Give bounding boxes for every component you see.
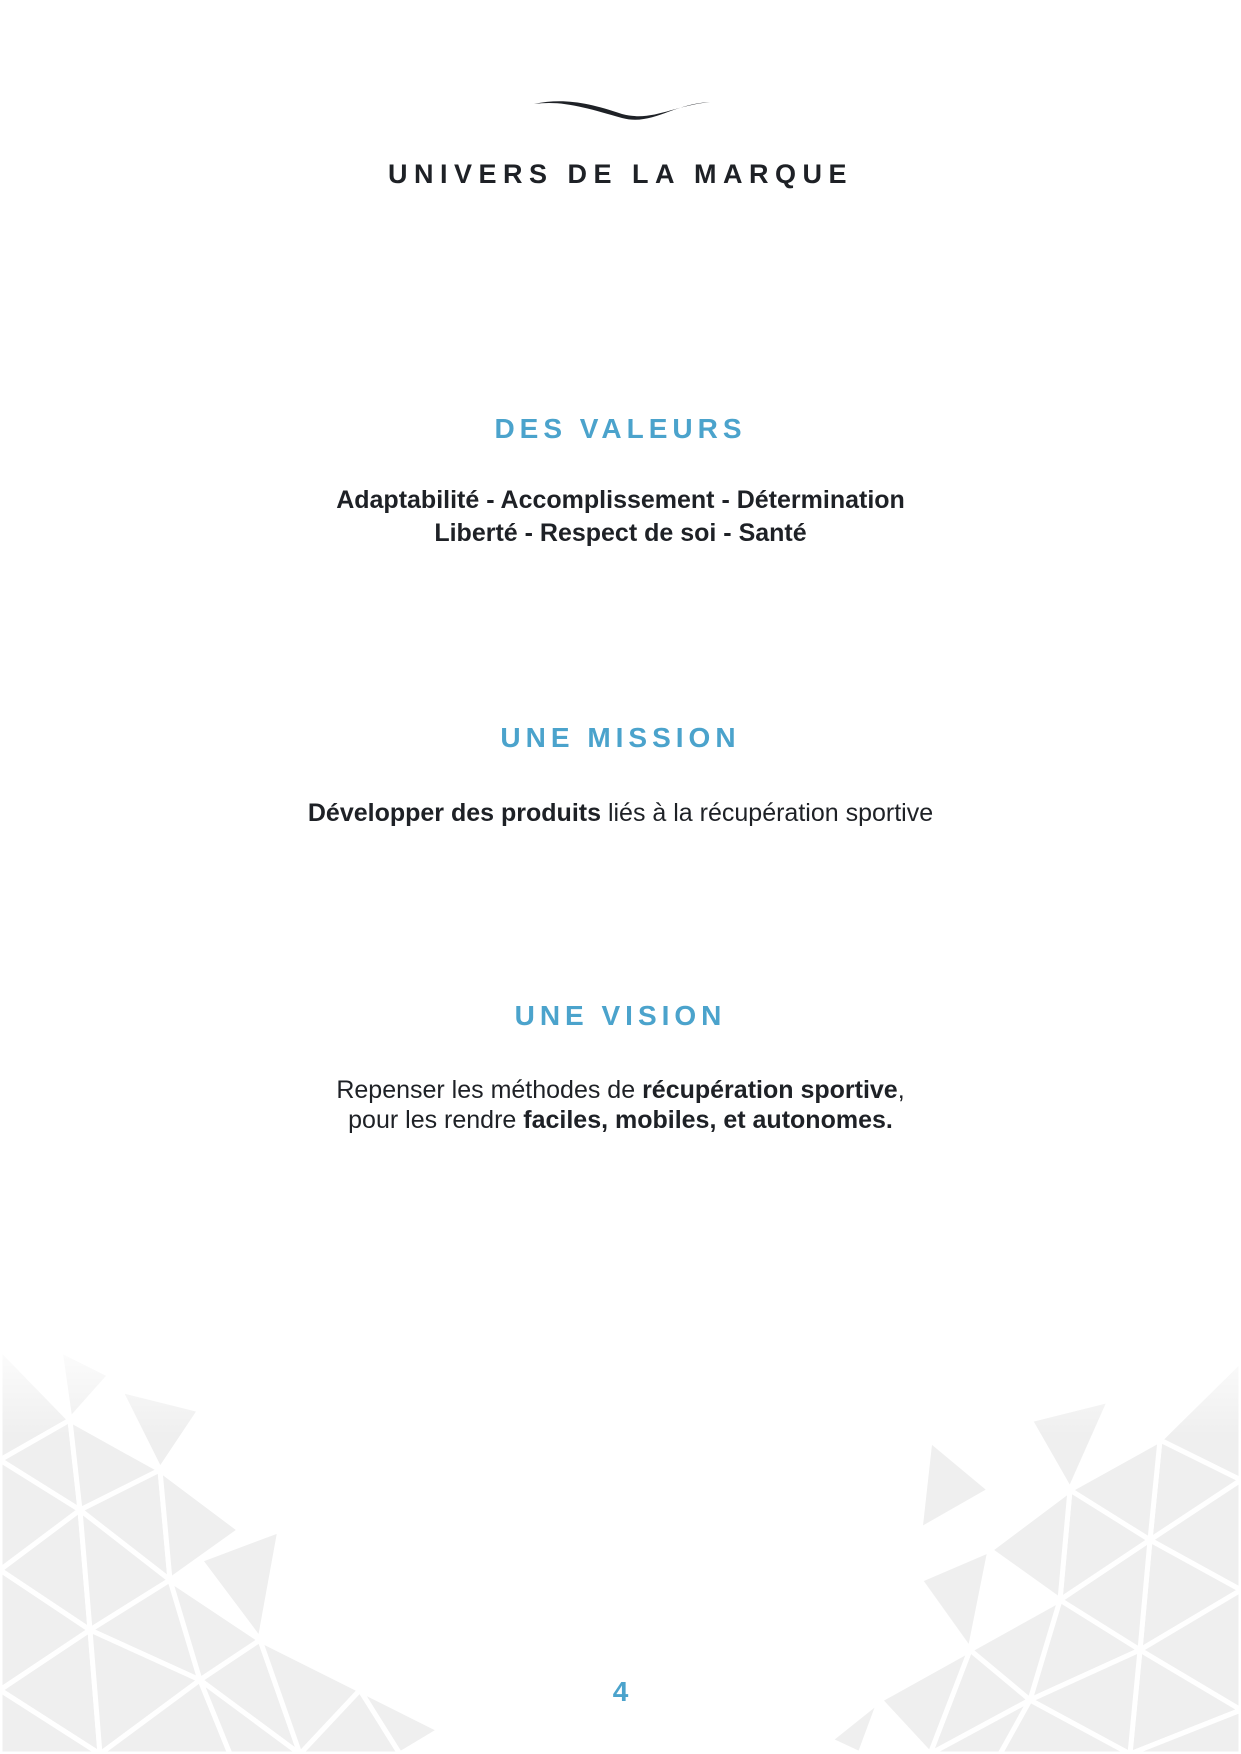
vision-line-2-a: pour les rendre	[348, 1106, 524, 1134]
vision-line-2-b: faciles, mobiles, et autonomes.	[523, 1106, 893, 1134]
wave-logo-icon	[532, 96, 712, 126]
mission-text	[0, 797, 1241, 830]
vision-line-1	[0, 1075, 1241, 1105]
mission-title: UNE MISSION	[500, 722, 741, 753]
vision-line-2	[0, 1105, 1241, 1135]
vision-text	[0, 1075, 1241, 1135]
vision-line-1-a: Repenser les méthodes de	[336, 1076, 643, 1104]
vision-title: UNE VISION	[514, 1000, 727, 1031]
page-title: UNIVERS DE LA MARQUE	[387, 159, 854, 189]
valeurs-title: DES VALEURS	[494, 413, 747, 444]
valeurs-line-2: Liberté - Respect de soi - Santé	[434, 519, 807, 547]
valeurs-line-1: Adaptabilité - Accomplissement - Détermination	[336, 486, 905, 514]
valeurs-text	[0, 484, 1241, 550]
mission-bold-text: Développer des produits	[307, 799, 601, 827]
vision-line-1-b: récupération sportive	[642, 1076, 898, 1104]
page-number: 4	[612, 1676, 629, 1707]
mission-rest-text: liés à la récupération sportive	[601, 799, 934, 827]
vision-line-1-c: ,	[897, 1076, 905, 1104]
